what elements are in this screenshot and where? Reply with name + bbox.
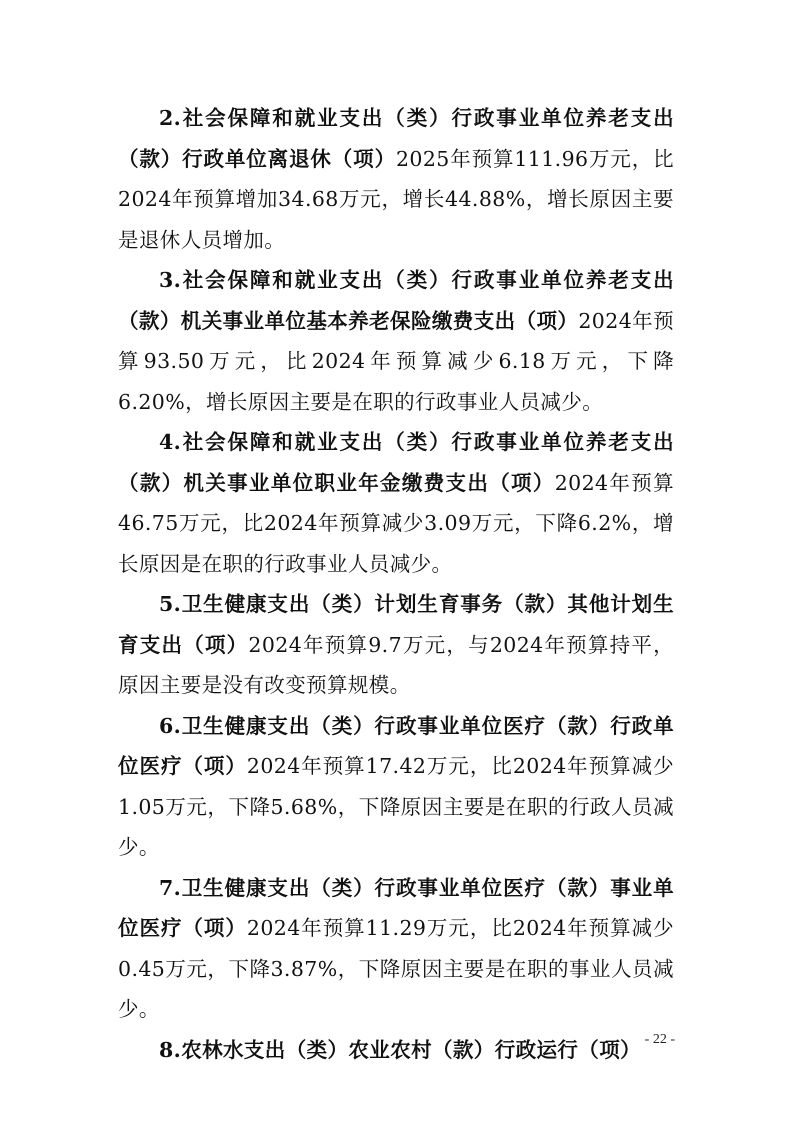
paragraph-heading: 5.卫生健康支出（类）计划生育事务（款）其他计划生育支出（项） xyxy=(118,592,674,657)
paragraph-text: 2024年预算11.29万元，比2024年预算减少0.45万元，下降3.87%，下降原因主要是在职的事业人员减少。 xyxy=(118,916,674,1021)
paragraph-heading: 7.卫生健康支出（类）行政事业单位医疗（款）事业单位医疗（项） xyxy=(118,875,674,940)
paragraph-heading: 4.社会保障和就业支出（类）行政事业单位养老支出（款）机关事业单位职业年金缴费支出（项） xyxy=(118,430,674,495)
budget-paragraph-2 xyxy=(118,98,674,260)
budget-paragraph-6 xyxy=(118,706,674,868)
paragraph-heading: 3.社会保障和就业支出（类）行政事业单位养老支出（款）机关事业单位基本养老保险缴费支出（项） xyxy=(118,268,674,333)
paragraph-heading: 6.卫生健康支出（类）行政事业单位医疗（款）行政单位医疗（项） xyxy=(118,713,674,778)
budget-paragraph-4 xyxy=(118,422,674,584)
budget-paragraph-8 xyxy=(118,1030,674,1071)
paragraph-text: 2024年预算93.50万元，比2024年预算减少6.18万元，下降6.20%，增长原因主要是在职的行政事业人员减少。 xyxy=(118,308,674,414)
page-number: - 22 - xyxy=(644,1032,675,1047)
paragraph-text: 2024年预算17.42万元，比2024年预算减少1.05万元，下降5.68%，下降原因主要是在职的行政人员减少。 xyxy=(118,754,674,859)
budget-paragraph-5 xyxy=(118,584,674,706)
budget-paragraph-3 xyxy=(118,260,674,422)
budget-paragraph-7 xyxy=(118,868,674,1030)
paragraph-text: 2025年预算111.96万元，比2024年预算增加34.68万元，增长44.88%，增长原因主要是退休人员增加。 xyxy=(118,146,674,252)
paragraph-heading: 8.农林水支出（类）农业农村（款）行政运行（项） xyxy=(159,1037,641,1062)
paragraph-text: 2024年预算46.75万元，比2024年预算减少3.09万元，下降6.2%，增长原因是在职的行政事业人员减少。 xyxy=(118,470,674,576)
paragraph-heading: 2.社会保障和就业支出（类）行政事业单位养老支出（款）行政单位离退休（项） xyxy=(118,106,674,171)
document-body xyxy=(118,98,674,1070)
paragraph-text: 2024年预算9.7万元，与2024年预算持平，原因主要是没有改变预算规模。 xyxy=(118,632,674,697)
